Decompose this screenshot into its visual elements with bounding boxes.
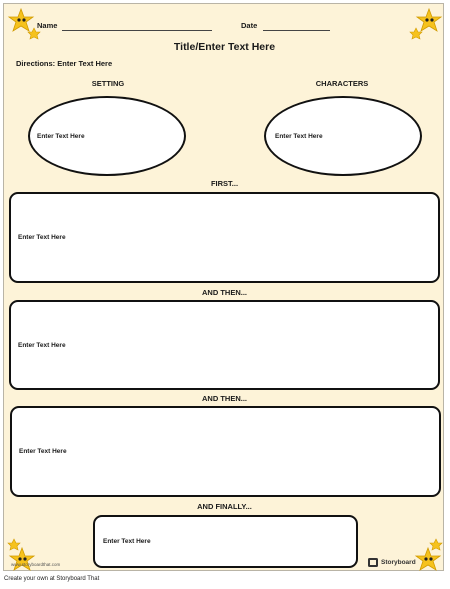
characters-text: Enter Text Here [275,132,323,140]
and-then-box-1[interactable] [9,300,440,390]
and-finally-label: AND FINALLY... [197,502,252,511]
setting-oval[interactable] [28,96,186,176]
footer-text[interactable]: Create your own at Storyboard That [4,576,100,582]
and-finally-text: Enter Text Here [103,538,151,545]
first-label: FIRST... [210,179,239,188]
directions-text[interactable]: Directions: Enter Text Here [16,59,113,68]
date-line[interactable] [263,30,330,31]
first-box[interactable] [9,192,440,283]
name-label: Name [37,21,58,30]
first-text: Enter Text Here [18,234,66,241]
storyboard-logo [368,558,416,567]
setting-text: Enter Text Here [37,132,85,140]
date-label: Date [241,21,258,30]
name-line[interactable] [62,30,212,31]
star-icon [7,6,41,40]
characters-oval[interactable] [264,96,422,176]
page-title[interactable]: Title/Enter Text Here [173,41,276,53]
star-icon [409,6,443,40]
watermark-url: www.storyboardthat.com [11,562,61,567]
setting-label: SETTING [91,79,125,88]
and-then-label-1: AND THEN... [202,288,247,297]
worksheet [3,3,444,571]
characters-label: CHARACTERS [315,79,369,88]
storyboard-logo-icon [368,558,378,567]
storyboard-logo-text: Storyboard [381,559,416,566]
and-then-label-2: AND THEN... [202,394,247,403]
and-then-box-2[interactable] [10,406,441,497]
and-then-text-2: Enter Text Here [19,448,67,455]
and-then-text-1: Enter Text Here [18,341,66,349]
and-finally-box[interactable] [93,515,358,568]
